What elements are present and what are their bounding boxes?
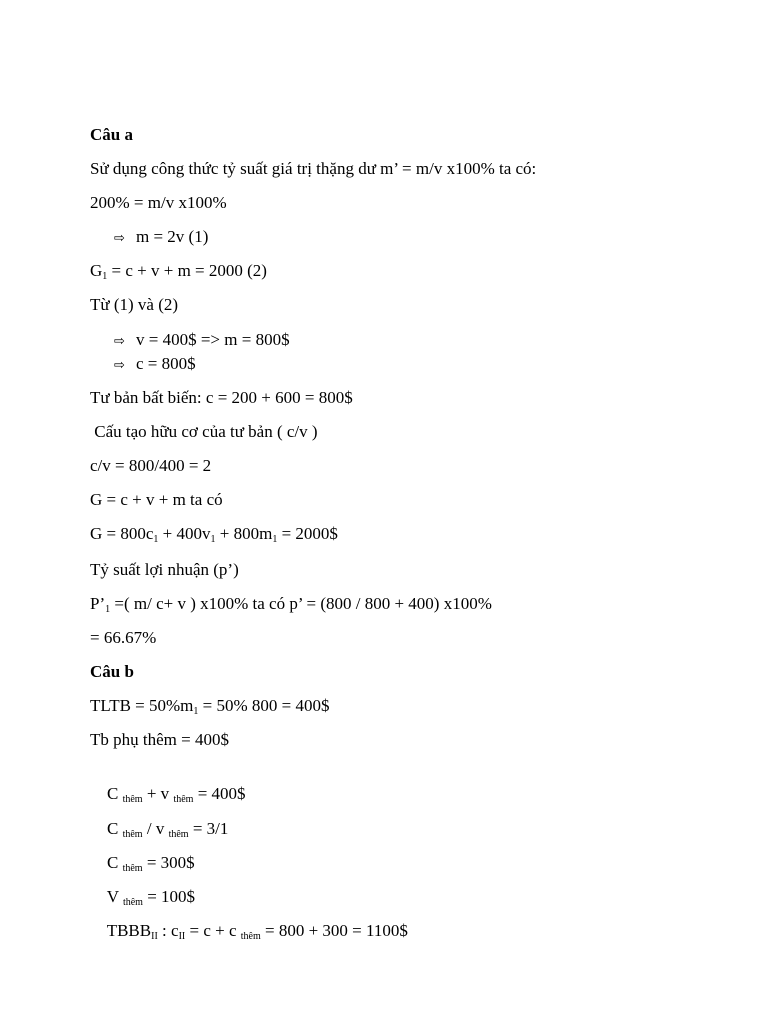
- text-line: c/v = 800/400 = 2: [90, 456, 212, 475]
- text-line: $TBBB_{II}$ : $c_{II} = c + c$ $_{thêm}$ = 800 + 300 = 1100$: [106, 921, 408, 942]
- text-line: V $_{thêm}$ = 100$: [106, 887, 196, 908]
- text-line: $G_1 = c + v + m = 2000$ (2): [90, 261, 267, 282]
- text-line: Tb phụ thêm = 400$: [90, 730, 229, 749]
- text-line: TLTB = $50\%m_1 = 50\%$ 800 = 400$: [90, 696, 330, 717]
- arrow-list-item: ⇨ m = 2v (1): [114, 227, 208, 249]
- arrow-list-item: ⇨ v = 400$ => m = 800$: [114, 330, 290, 352]
- text-line: Cấu tạo hữu cơ của tư bản ( c/v ): [90, 422, 318, 441]
- arrow-right-icon: ⇨: [114, 231, 125, 246]
- arrow-right-icon: ⇨: [114, 334, 125, 349]
- text-line: 200% = m/v x100%: [90, 193, 227, 212]
- text-line: C $_{thêm}$ + v $_{thêm}$ = 400$: [107, 784, 246, 805]
- text-line: G = c + v + m ta có: [90, 490, 223, 509]
- arrow-list-item: ⇨ c = 800$: [114, 354, 196, 376]
- text-line: Sử dụng công thức tỷ suất giá trị thặng dư m’ = m/v x100% ta có:: [90, 159, 537, 178]
- text-line: C $_{thêm}$ / v $_{thêm}$ = 3/1: [107, 819, 229, 840]
- text-line: Tư bản bất biến: c = 200 + 600 = 800$: [90, 388, 353, 407]
- heading-cau-a: Câu a: [90, 125, 133, 144]
- text-line: Tỷ suất lợi nhuận (p’): [90, 560, 239, 579]
- heading-cau-b: Câu b: [90, 662, 134, 681]
- text-line: $P’_1$ =( m/ c+ v ) x100% ta có p’ = (800 / 800 + 400) x100%: [90, 594, 492, 615]
- arrow-right-icon: ⇨: [114, 358, 125, 373]
- text-line: = 66.67%: [90, 628, 157, 647]
- text-line: $G = 800c_1 + 400v_1 + 800m_1$ = 2000$: [90, 524, 338, 545]
- text-line: Từ (1) và (2): [90, 295, 179, 314]
- text-line: C $_{thêm}$ = 300$: [107, 853, 195, 874]
